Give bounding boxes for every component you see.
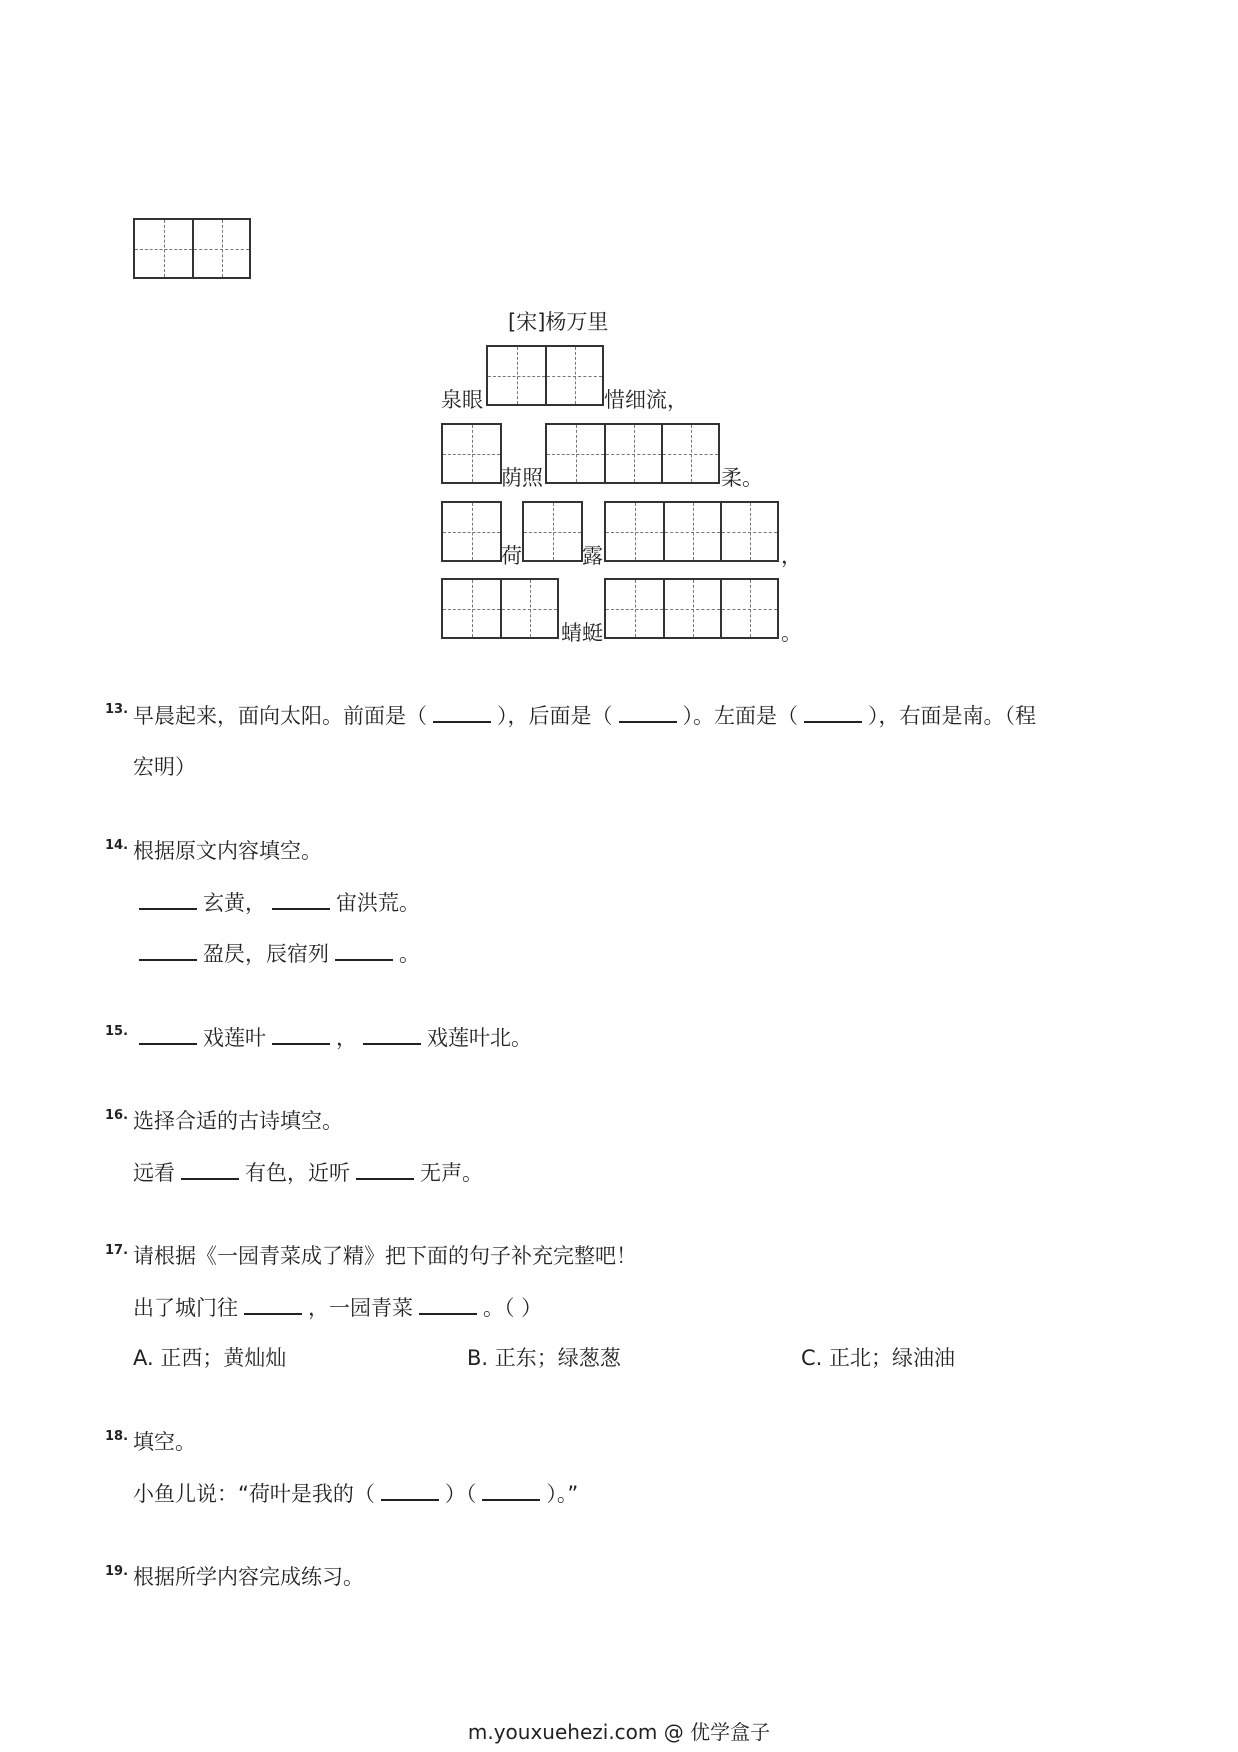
poem-line2-post: 柔。	[721, 466, 763, 490]
question-17-title: 请根据《一园青菜成了精》把下面的句子补充完整吧！	[133, 1244, 637, 1268]
poem-grid-7[interactable]	[441, 578, 559, 639]
question-13-line2: 宏明）	[133, 755, 196, 779]
answer-blank[interactable]	[272, 1025, 330, 1045]
option-a[interactable]: A. 正西；黄灿灿	[133, 1346, 287, 1370]
question-15-line: 戏莲叶 ， 戏莲叶北。	[133, 1025, 532, 1051]
answer-blank[interactable]	[272, 890, 330, 910]
answer-blank[interactable]	[619, 703, 677, 723]
question-14-line2: 盈昃，辰宿列 。	[133, 941, 420, 967]
answer-blank[interactable]	[244, 1295, 302, 1315]
option-c[interactable]: C. 正北；绿油油	[801, 1346, 956, 1370]
poem-grid-1[interactable]	[486, 345, 604, 406]
question-14-line1: 玄黄， 宙洪荒。	[133, 890, 420, 916]
writing-grid-top[interactable]	[133, 218, 251, 279]
poem-grid-2[interactable]	[441, 423, 502, 484]
answer-blank[interactable]	[419, 1295, 477, 1315]
poem-author: [宋]杨万里	[508, 310, 609, 334]
question-16-title: 选择合适的古诗填空。	[133, 1109, 343, 1133]
option-b[interactable]: B. 正东；绿葱葱	[467, 1346, 621, 1370]
poem-line1-pre: 泉眼	[441, 388, 483, 412]
question-17-line: 出了城门往 ，一园青菜 。（ ）	[133, 1296, 543, 1320]
question-number-13: 13.	[105, 702, 129, 717]
answer-blank[interactable]	[335, 941, 393, 961]
answer-blank[interactable]	[139, 941, 197, 961]
poem-line2-mid: 荫照	[501, 466, 543, 490]
answer-blank[interactable]	[433, 703, 491, 723]
poem-grid-3[interactable]	[545, 423, 720, 484]
answer-blank[interactable]	[363, 1025, 421, 1045]
question-13-line1: 早晨起来，面向太阳。前面是（ ），后面是（ ）。左面是（ ），右面是南。（程	[133, 704, 1036, 728]
question-number-17: 17.	[105, 1243, 129, 1258]
poem-line4-post: 。	[781, 621, 802, 645]
poem-line3-mid1: 荷	[501, 544, 522, 568]
question-number-15: 15.	[105, 1024, 129, 1039]
answer-blank[interactable]	[482, 1481, 540, 1501]
poem-grid-6[interactable]	[604, 501, 779, 562]
answer-blank[interactable]	[356, 1160, 414, 1180]
answer-blank[interactable]	[381, 1481, 439, 1501]
question-18-title: 填空。	[133, 1430, 196, 1454]
question-number-19: 19.	[105, 1564, 129, 1579]
poem-line3-mid2: 露	[582, 544, 603, 568]
question-18-line: 小鱼儿说：“荷叶是我的（ ）（ ）。”	[133, 1482, 579, 1506]
poem-line4-mid: 蜻蜓	[561, 621, 603, 645]
poem-grid-5[interactable]	[522, 501, 583, 562]
footer-watermark: m.youxuehezi.com @ 优学盒子	[467, 1720, 771, 1744]
answer-blank[interactable]	[139, 1025, 197, 1045]
question-14-title: 根据原文内容填空。	[133, 839, 322, 863]
question-19-title: 根据所学内容完成练习。	[133, 1565, 364, 1589]
poem-grid-4[interactable]	[441, 501, 502, 562]
answer-blank[interactable]	[804, 703, 862, 723]
question-number-14: 14.	[105, 838, 129, 853]
poem-line3-post: ，	[781, 544, 802, 568]
answer-blank[interactable]	[181, 1160, 239, 1180]
question-16-line: 远看 有色，近听 无声。	[133, 1161, 483, 1185]
answer-blank[interactable]	[139, 890, 197, 910]
question-number-18: 18.	[105, 1429, 129, 1444]
question-number-16: 16.	[105, 1108, 129, 1123]
poem-line1-post: 惜细流，	[604, 388, 688, 412]
poem-grid-8[interactable]	[604, 578, 779, 639]
